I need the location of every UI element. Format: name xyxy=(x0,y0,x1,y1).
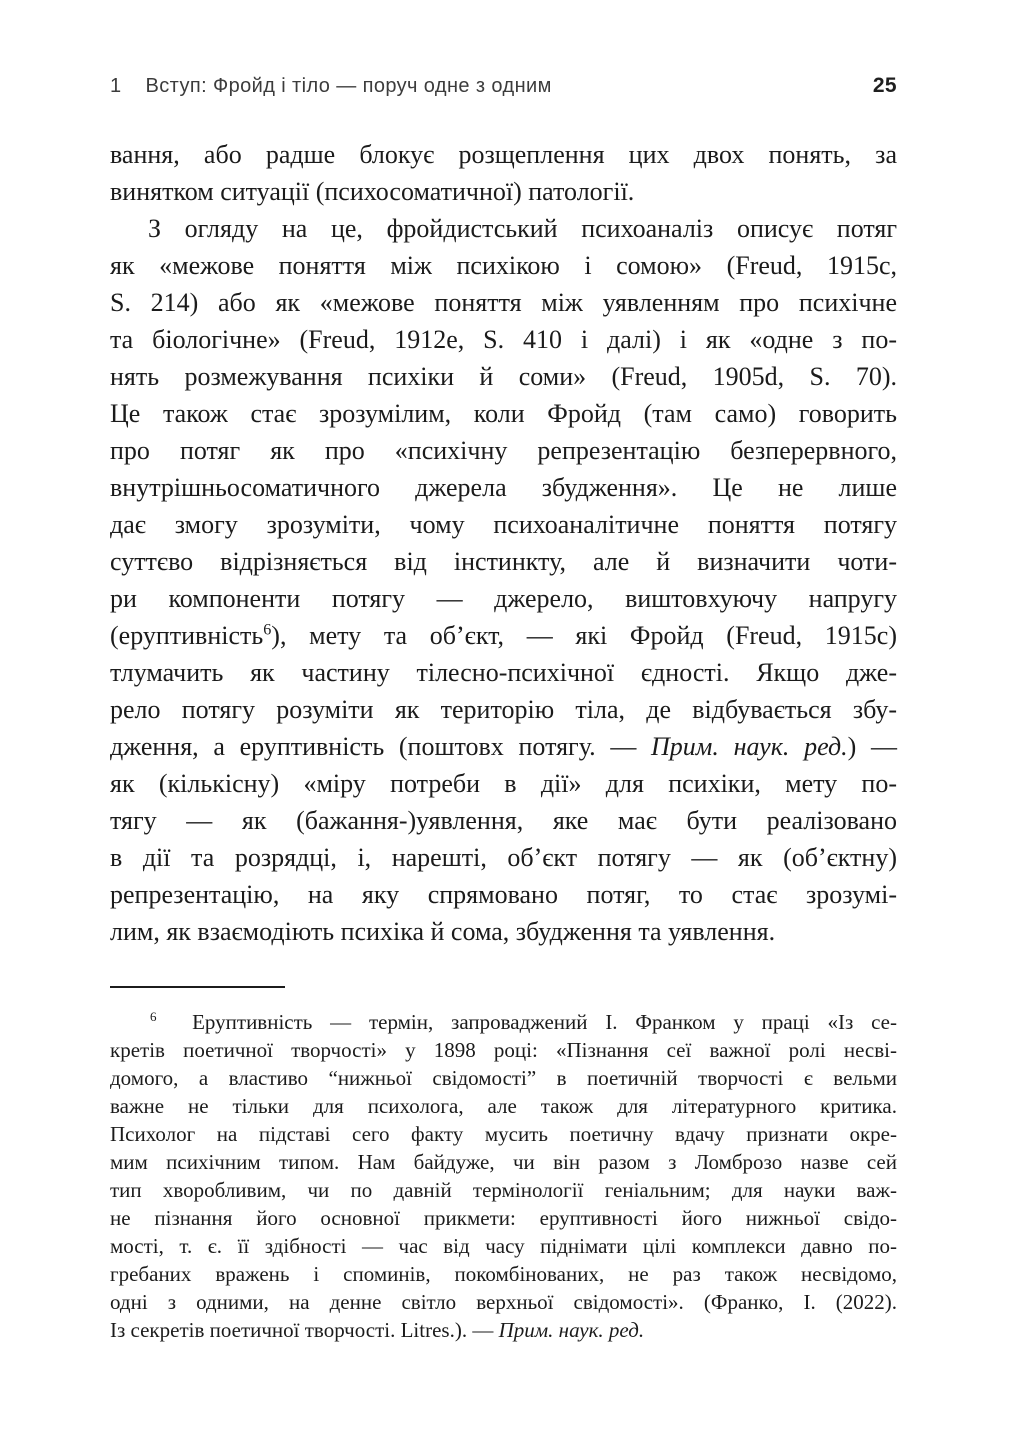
chapter-number: 1 xyxy=(110,75,122,97)
body-text-line: в дії та розрядці, і, нарешті, об’єкт потягу — як (об’єктну) xyxy=(110,843,897,872)
body-text-line: дає змогу зрозуміти, чому психоаналітичне поняття потягу xyxy=(110,510,897,539)
footnote-divider xyxy=(110,986,285,988)
body-text-line: нять розмежування психіки й соми» (Freud, 1905d, S. 70). xyxy=(110,362,897,391)
body-text-line: З огляду на це, фройдистський психоаналіз описує потяг xyxy=(148,214,897,243)
body-text-line: тягу — як (бажання-)уявлення, яке має бути реалізовано xyxy=(110,806,897,835)
footnote-line: мим психічним типом. Нам байдуже, чи він разом з Ломброзо назве сей xyxy=(110,1150,897,1174)
body-text-line: про потяг як про «психічну репрезентацію безперервного, xyxy=(110,436,897,465)
footnote xyxy=(110,1008,897,1344)
footnote-line: мості, т. є. її здібності — час від часу піднімати цілі комплекси давно по- xyxy=(110,1234,897,1258)
footnote-line: одні з одними, на денне світло верхньої свідомості». (Франко, І. (2022). xyxy=(110,1290,897,1314)
footnote-line: не пізнання його основної прикмети: еруптивності його нижньої свідо- xyxy=(110,1206,897,1230)
paragraph xyxy=(110,136,897,210)
body-text-line: (еруптивність$^6$), мету та об’єкт, — які Фройд (Freud, 1915c) xyxy=(110,621,897,650)
page-header xyxy=(110,74,897,98)
paragraph xyxy=(110,210,897,950)
body-text-line: лим, як взаємодіють психіка й сома, збудження та уявлення. xyxy=(110,917,776,946)
body-text-line: дження, а еруптивність (поштовх потягу. — Прим. наук. ред.) — xyxy=(110,732,897,761)
body-text-line: S. 214) або як «межове поняття між уявленням про психічне xyxy=(110,288,897,317)
body-text-line: тлумачить як частину тілесно-психічної єдності. Якщо дже- xyxy=(110,658,897,687)
footnote-line: Із секретів поетичної творчості. Litres.). — Прим. наук. ред. xyxy=(110,1318,645,1342)
body-text-line: винятком ситуації (психосоматичної) патології. xyxy=(110,177,635,206)
running-head xyxy=(110,75,552,98)
footnote-line: важне не тільки для психолога, але також для літературного критика. xyxy=(110,1094,897,1118)
chapter-title: Вступ: Фройд і тіло — поруч одне з одним xyxy=(145,75,552,97)
body-text-line: рело потягу розуміти як територію тіла, де відбувається збу- xyxy=(110,695,897,724)
body-text-line: Це також стає зрозумілим, коли Фройд (там само) говорить xyxy=(110,399,897,428)
body-text-line: ри компоненти потягу — джерело, виштовхуючу напругу xyxy=(110,584,897,613)
footnote-reference-marker: 6 xyxy=(263,621,272,639)
page-number: 25 xyxy=(872,74,897,97)
body-text-line: як «межове поняття між психікою і сомою» (Freud, 1915c, xyxy=(110,251,897,280)
footnote-line: $^6$ Еруптивність — термін, запроваджений І. Франком у праці «Із се- xyxy=(150,1009,897,1034)
footnote-line: домого, а властиво “нижньої свідомості” в поетичній творчості є вельми xyxy=(110,1066,897,1090)
body-text xyxy=(110,136,897,950)
footnote-line: кретів поетичної творчості» у 1898 році: «Пізнання сеї важної ролі несві- xyxy=(110,1038,897,1062)
footnote-reference-marker: 6 xyxy=(150,1009,157,1024)
body-text-line: репрезентацію, на яку спрямовано потяг, то стає зрозумі- xyxy=(110,880,897,909)
body-text-line: та біологічне» (Freud, 1912e, S. 410 і далі) і як «одне з по- xyxy=(110,325,897,354)
footnote-line: тип хворобливим, чи по давній термінології геніальним; для науки важ- xyxy=(110,1178,897,1202)
footnote-line: Психолог на підставі сего факту мусить поетичну вдачу признати окре- xyxy=(110,1122,897,1146)
footnote-line: гребаних вражень і споминів, покомбінованих, не раз також несвідомо, xyxy=(110,1262,897,1286)
body-text-line: вання, або радше блокує розщеплення цих двох понять, за xyxy=(110,140,897,169)
body-text-line: як (кількісну) «міру потреби в дії» для психіки, мету по- xyxy=(110,769,897,798)
body-text-line: суттєво відрізняється від інстинкту, але й визначити чоти- xyxy=(110,547,897,576)
body-text-line: внутрішньосоматичного джерела збудження». Це не лише xyxy=(110,473,897,502)
